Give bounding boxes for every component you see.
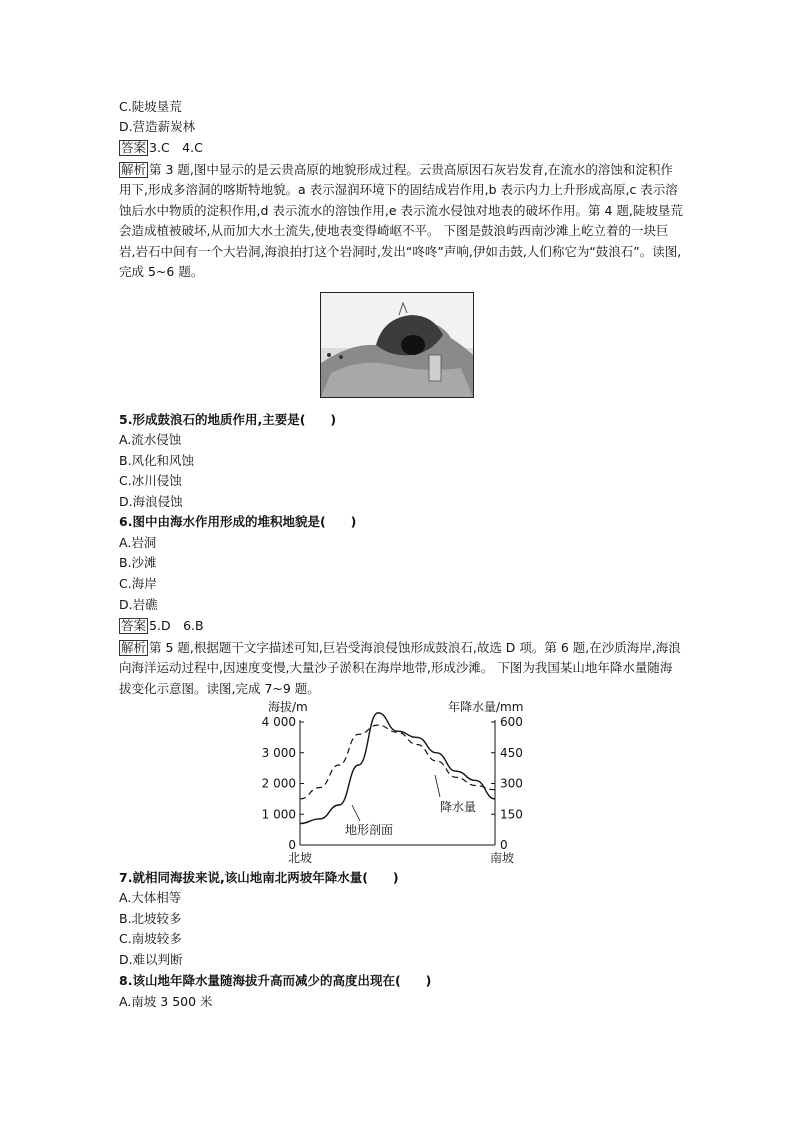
analysis-block-1 xyxy=(119,160,684,282)
x-label-north: 北坡 xyxy=(288,851,313,865)
terrain-annotation: 地形剖面 xyxy=(345,823,394,837)
q5-option-b: B.风化和风蚀 xyxy=(119,453,195,468)
option-d-q4: D.营造薪炭林 xyxy=(119,119,196,134)
left-axis-label: 海拔/m xyxy=(268,700,308,714)
analysis-block-2 xyxy=(119,638,684,699)
answer-block-1 xyxy=(119,140,203,156)
right-tick-label: 150 xyxy=(500,807,523,822)
analysis-tag-2: 解析 xyxy=(121,640,147,655)
x-label-south: 南坡 xyxy=(490,851,515,865)
terrain-pointer xyxy=(352,805,360,821)
q5-option-d: D.海浪侵蚀 xyxy=(119,494,183,509)
right-tick-label: 300 xyxy=(500,776,523,791)
option-c-q4: C.陡坡垦荒 xyxy=(119,99,182,114)
chart-svg xyxy=(260,695,540,870)
rock-illustration xyxy=(321,293,473,397)
q7-option-b: B.北坡较多 xyxy=(119,911,182,926)
q5-option-a: A.流水侵蚀 xyxy=(119,432,182,447)
right-tick-label: 450 xyxy=(500,745,523,760)
right-tick-label: 0 xyxy=(500,838,508,852)
analysis-tag: 解析 xyxy=(121,162,147,177)
left-tick-label: 1 000 xyxy=(261,807,296,822)
gulang-rock-photo xyxy=(320,292,474,398)
answer-text: 3.C 4.C xyxy=(149,140,203,155)
question-7-stem: 7.就相同海拔来说,该山地南北两坡年降水量( ) xyxy=(119,870,399,885)
question-5-stem: 5.形成鼓浪石的地质作用,主要是( ) xyxy=(119,412,337,427)
precip-annotation: 降水量 xyxy=(440,800,477,814)
q5-option-c: C.冰川侵蚀 xyxy=(119,473,182,488)
question-6-stem: 6.图中由海水作用形成的堆积地貌是( ) xyxy=(119,514,357,529)
q7-option-a: A.大体相等 xyxy=(119,890,182,905)
q6-option-a: A.岩洞 xyxy=(119,535,157,550)
precip-pointer xyxy=(435,775,440,797)
left-tick-label: 2 000 xyxy=(261,776,296,791)
intro-paragraph-2: 下图为我国某山地年降水量随海拔变化示意图。读图,完成 7~9 题。 xyxy=(119,660,673,696)
left-tick-label: 0 xyxy=(288,838,296,852)
intro-paragraph-1: 下图是鼓浪屿西南沙滩上屹立着的一块巨岩,岩石中间有一个大岩洞,海浪拍打这个岩洞时,发出“咚咚”声响,伊如击鼓,人们称它为“鼓浪石”。读图,完成 5~6 题。 xyxy=(119,223,682,280)
left-tick-label: 4 000 xyxy=(261,715,296,729)
answer-block-2 xyxy=(119,618,204,634)
precipitation-elevation-chart xyxy=(260,695,540,870)
q8-option-a: A.南坡 3 500 米 xyxy=(119,994,213,1009)
answer-text-2: 5.D 6.B xyxy=(149,618,204,633)
precipitation-line xyxy=(300,725,495,799)
q6-option-c: C.海岸 xyxy=(119,576,157,591)
q6-option-d: D.岩礁 xyxy=(119,597,158,612)
analysis-text: 第 3 题,图中显示的是云贵高原的地貌形成过程。云贵高原因石灰岩发育,在流水的溶蚀和淀积作用下,形成多溶洞的喀斯特地貌。a 表示湿润环境下的固结成岩作用,b 表示内力上升形成高原,c 表示溶蚀后水中物质的淀积作用,d 表示流水的溶蚀作用,e 表示流水侵蚀对地表的破坏作用。第 4 题,陡坡垦荒会造成植被破坏,从而加大水土流失,使地表变得崎岖不平。 xyxy=(119,162,683,239)
q6-option-b: B.沙滩 xyxy=(119,555,157,570)
q7-option-d: D.难以判断 xyxy=(119,952,183,967)
right-axis-label: 年降水量/mm xyxy=(448,700,524,714)
right-tick-label: 600 xyxy=(500,715,523,729)
q7-option-c: C.南坡较多 xyxy=(119,931,182,946)
answer-tag-2: 答案 xyxy=(121,618,147,633)
analysis-text-2: 第 5 题,根据题干文字描述可知,巨岩受海浪侵蚀形成鼓浪石,故选 D 项。第 6 题,在沙质海岸,海浪向海洋运动过程中,因速度变慢,大量沙子淤积在海岸地带,形成沙滩。 xyxy=(119,640,681,676)
question-8-stem: 8.该山地年降水量随海拔升高而减少的高度出现在( ) xyxy=(119,973,432,988)
left-tick-label: 3 000 xyxy=(261,745,296,760)
answer-tag: 答案 xyxy=(121,140,147,155)
